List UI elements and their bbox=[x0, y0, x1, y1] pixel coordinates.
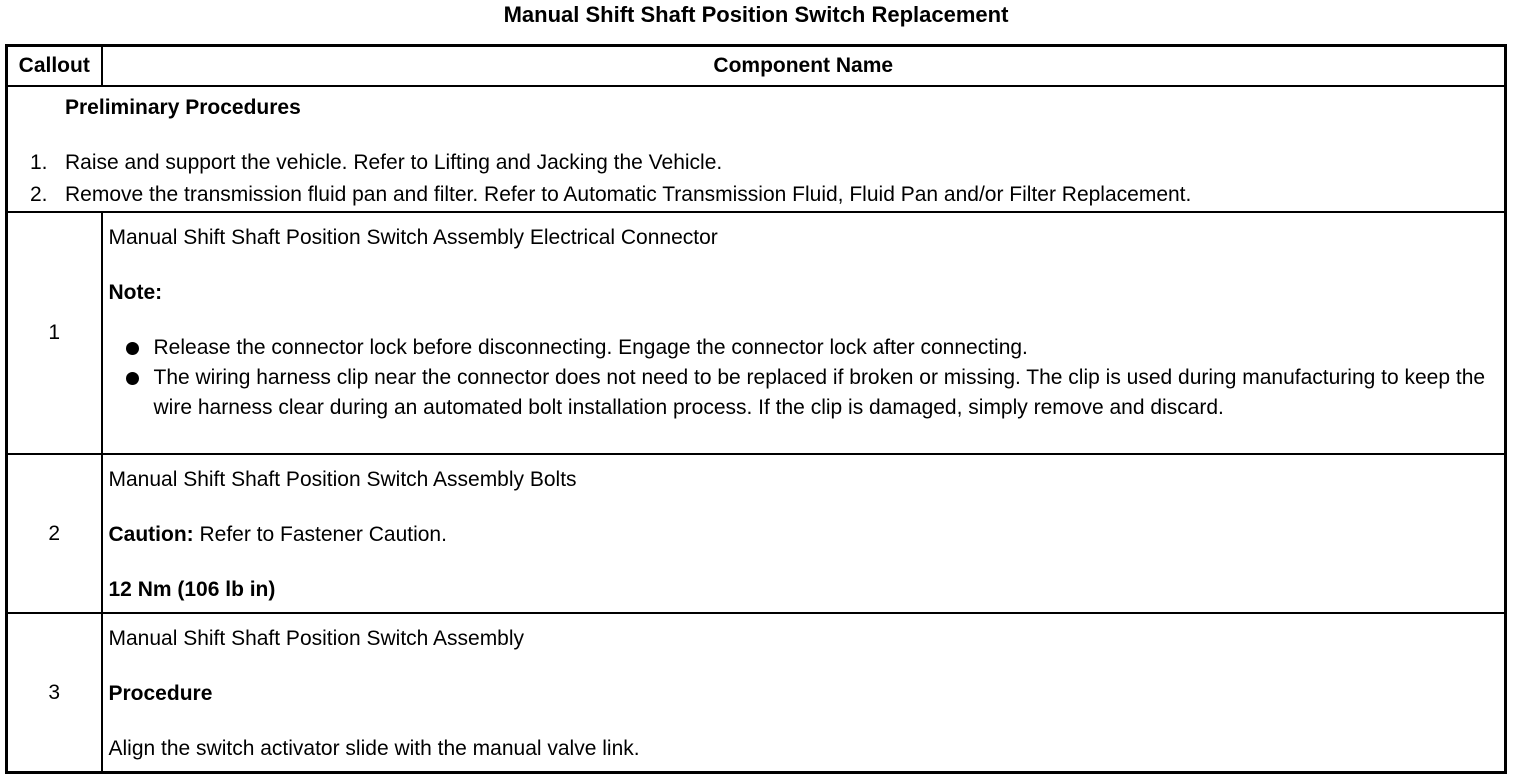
component-name-header: Component Name bbox=[102, 46, 1506, 87]
step-number: 1. bbox=[30, 151, 48, 174]
callout-number: 1 bbox=[7, 212, 102, 454]
component-cell bbox=[102, 212, 1506, 454]
preliminary-heading: Preliminary Procedures bbox=[65, 96, 301, 119]
procedure-text: Align the switch activator slide with the manual valve link. bbox=[108, 737, 640, 760]
table-row bbox=[7, 613, 1506, 773]
procedure-table bbox=[5, 44, 1507, 774]
document-title: Manual Shift Shaft Position Switch Replacement bbox=[503, 2, 1009, 27]
list-item bbox=[8, 179, 1504, 211]
list-item bbox=[109, 333, 1497, 363]
bullet-icon bbox=[126, 342, 139, 355]
notes-list bbox=[109, 333, 1497, 423]
component-cell bbox=[102, 454, 1506, 613]
procedure-label: Procedure bbox=[108, 682, 213, 705]
preliminary-row bbox=[7, 86, 1506, 212]
step-number: 2. bbox=[30, 183, 48, 206]
table-row bbox=[7, 212, 1506, 454]
preliminary-procedures-cell bbox=[7, 86, 1506, 212]
caution-label: Caution: bbox=[108, 523, 194, 546]
component-name: Manual Shift Shaft Position Switch Assembly Electrical Connector bbox=[108, 226, 718, 249]
list-item bbox=[8, 147, 1504, 179]
torque-spec: 12 Nm (106 lb in) bbox=[108, 578, 276, 601]
callout-number: 2 bbox=[7, 454, 102, 613]
note-text: Release the connector lock before disconnecting. Engage the connector lock after connecting. bbox=[153, 336, 1028, 359]
callout-header: Callout bbox=[7, 46, 102, 87]
table-header-row bbox=[7, 46, 1506, 87]
note-text: The wiring harness clip near the connector does not need to be replaced if broken or missing. The clip is used during manufacturing to keep the wire harness clear during an automated bolt installation process. If the clip is damaged, simply remove and discard. bbox=[153, 366, 1486, 419]
bullet-icon bbox=[126, 372, 139, 385]
component-name: Manual Shift Shaft Position Switch Assembly bbox=[108, 627, 525, 650]
component-name: Manual Shift Shaft Position Switch Assembly Bolts bbox=[108, 468, 577, 491]
table-row bbox=[7, 454, 1506, 613]
preliminary-steps-list bbox=[8, 147, 1504, 211]
callout-number: 3 bbox=[7, 613, 102, 773]
note-label: Note: bbox=[108, 281, 163, 304]
step-text: Raise and support the vehicle. Refer to Lifting and Jacking the Vehicle. bbox=[65, 151, 723, 174]
component-cell bbox=[102, 613, 1506, 773]
caution-line bbox=[109, 520, 1497, 549]
step-text: Remove the transmission fluid pan and filter. Refer to Automatic Transmission Fluid, Fluid Pan and/or Filter Replacement. bbox=[65, 183, 1192, 206]
caution-text: Refer to Fastener Caution. bbox=[193, 523, 447, 546]
list-item bbox=[109, 363, 1497, 423]
